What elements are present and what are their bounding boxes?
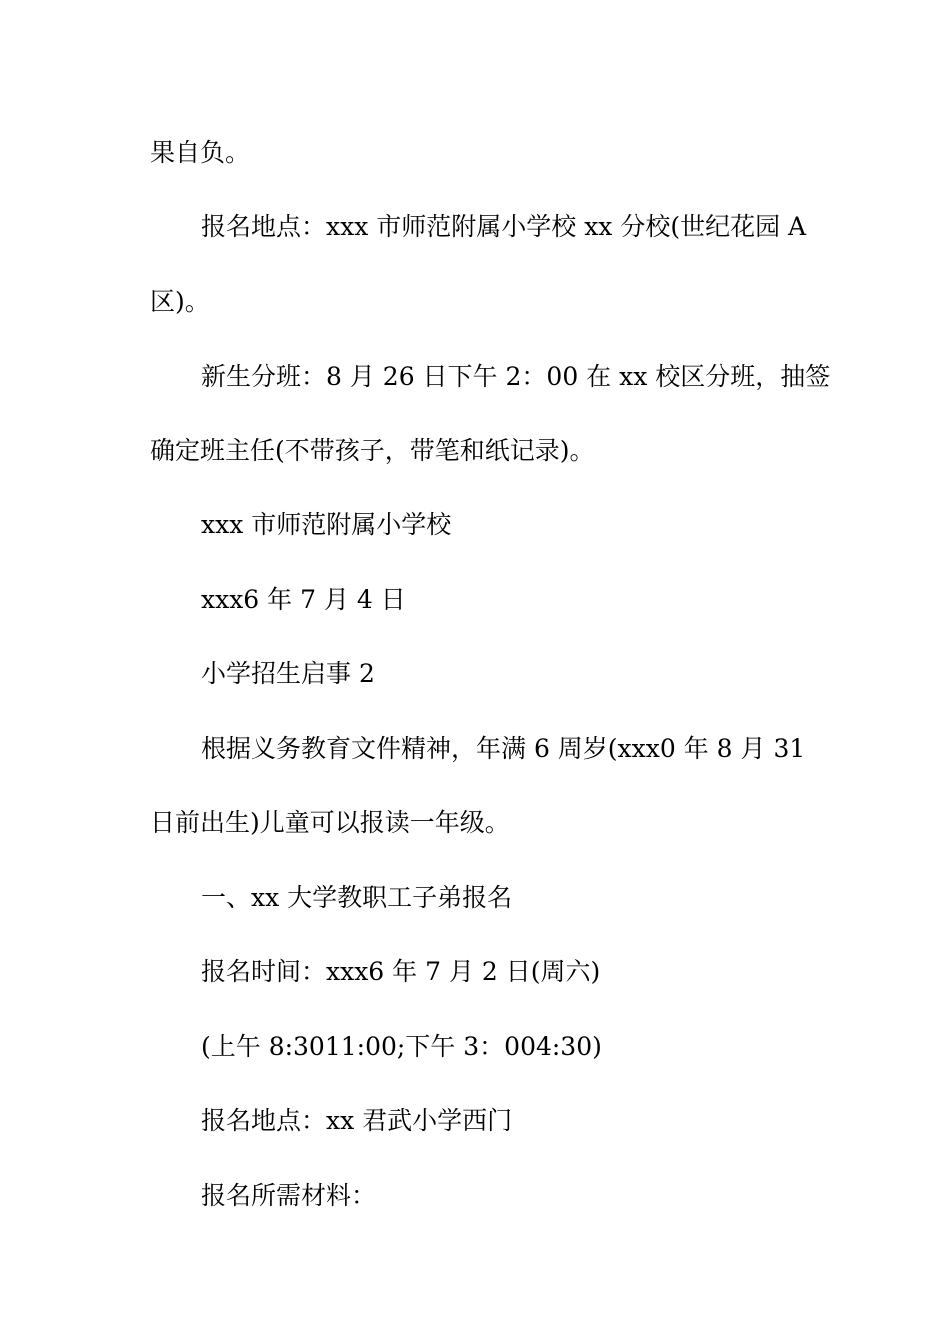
text-line: 日前出生)儿童可以报读一年级。 <box>150 808 510 837</box>
text-line: xxx6 年 7 月 4 日 <box>201 585 406 614</box>
text-line: 报名地点：xx 君武小学西门 <box>201 1106 513 1135</box>
text-line: xxx 市师范附属小学校 <box>201 510 452 539</box>
document-subtitle: 小学招生启事 2 <box>201 659 375 688</box>
text-line: 确定班主任(不带孩子，带笔和纸记录)。 <box>150 436 595 465</box>
text-line: 根据义务教育文件精神，年满 6 周岁(xxx0 年 8 月 31 <box>201 734 806 763</box>
text-line: 果自负。 <box>150 138 251 167</box>
text-line: 报名所需材料： <box>201 1181 377 1210</box>
text-line: 新生分班：8 月 26 日下午 2：00 在 xx 校区分班，抽签 <box>201 362 831 391</box>
text-line: (上午 8:3011:00;下午 3：004:30) <box>201 1032 602 1061</box>
text-line: 区)。 <box>150 287 210 316</box>
text-line: 报名时间：xxx6 年 7 月 2 日(周六) <box>201 957 601 986</box>
text-line: 报名地点：xxx 市师范附属小学校 xx 分校(世纪花园 A <box>201 212 807 241</box>
section-heading: 一、xx 大学教职工子弟报名 <box>201 883 513 912</box>
